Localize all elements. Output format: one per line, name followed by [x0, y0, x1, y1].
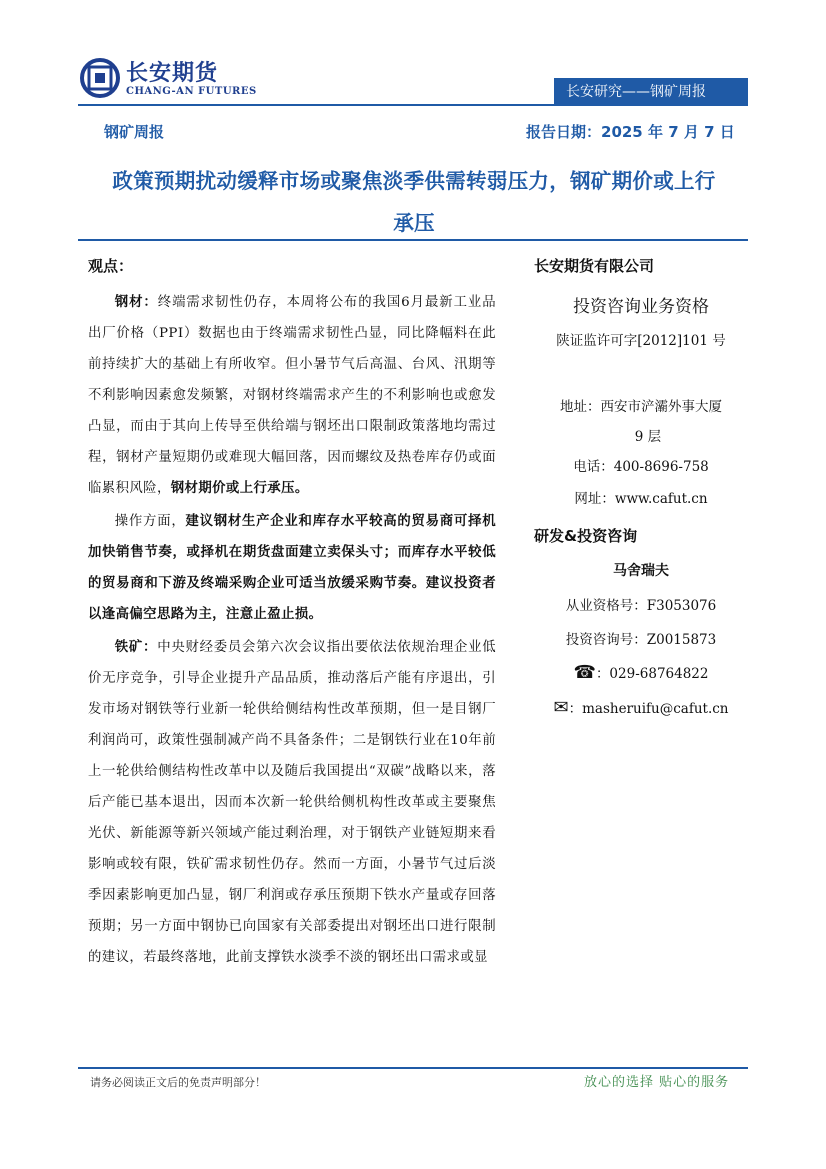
section-heading: 观点： — [88, 257, 134, 275]
phone: 电话：400-8696-758 — [573, 459, 709, 475]
brand-name-en: CHANG-AN FUTURES — [126, 86, 257, 97]
ore-label: 铁矿： — [114, 639, 158, 655]
address-line2: 9 层 — [634, 429, 662, 445]
report-title-line1: 政策预期扰动缓释市场或聚焦淡季供需转弱压力，钢矿期价或上行 — [112, 169, 716, 193]
header-label: 长安研究——钢矿周报 — [566, 84, 706, 100]
operation-prefix: 操作方面， — [114, 514, 186, 529]
steel-label: 钢材： — [114, 294, 158, 310]
ore-text: 中央财经委员会第六次会议指出要依法依规治理企业低价无序竞争，引导企业提升产品品质，推动落后产能有序退出，引发市场对钢铁等行业新一轮供给侧结构性改革预期，但一是目钢厂利润尚可，政策性强制减产尚不具备条件；二是钢铁行业在10年前上一轮供给侧结构性改革中以及随后我国提出“双碳”战略以来，落后产能已基本退出，因而本次新一轮供给侧机构性改革或主要聚焦光伏、新能源等新兴领域产能过剩治理，对于钢铁产业链短期来看影响或较有限，铁矿需求韧性仍存。然而一方面，小暑节气过后淡季因素影响更加凸显，钢厂利润或存承压预期下铁水产量或存回落预期；另一方面中钢协已向国家有关部委提出对钢坯出口进行限制的建议，若最终落地，此前支撑铁水淡季不淡的钢坯出口需求或显 — [88, 640, 496, 965]
address-line1: 地址：西安市浐灞外事大厦 — [560, 399, 722, 415]
section-research: 研发&投资咨询 — [534, 527, 638, 545]
report-title — [80, 160, 748, 244]
main-column — [88, 255, 496, 973]
company-logo-icon — [80, 58, 120, 98]
telephone-row — [534, 662, 748, 683]
telephone-icon: ☎ — [573, 662, 596, 683]
steel-text: 终端需求韧性仍存，本周将公布的我国6月最新工业品出厂价格（PPI）数据也由于终端需求韧性凸显，同比降幅料在此前持续扩大的基础上有所收窄。但小暑节气后高温、台风、汛期等不利影响因素愈发频繁，对钢材终端需求产生的不利影响也或愈发凸显，而由于其向上传导至供给端与钢坯出口限制政策落地均需过程，钢材产量短期仍或难现大幅回落，因而螺纹及热卷库存仍或面临累积风险， — [88, 295, 497, 496]
footer-slogan: 放心的选择 贴心的服务 — [584, 1075, 730, 1090]
footer-divider — [78, 1067, 748, 1069]
side-column — [534, 255, 748, 718]
header-divider — [78, 104, 748, 106]
report-type: 钢矿周报 — [104, 123, 165, 141]
email-row — [534, 697, 748, 718]
report-date: 报告日期：2025 年 7 月 7 日 — [526, 123, 735, 141]
qualification: 投资咨询业务资格 — [573, 297, 709, 317]
license-number: 陕证监许可字[2012]101 号 — [556, 333, 726, 349]
email-icon: ✉ — [553, 697, 569, 718]
report-title-line2: 承压 — [393, 211, 435, 235]
advisory-number: 投资咨询号：Z0015873 — [565, 632, 717, 648]
website: 网址：www.cafut.cn — [574, 491, 708, 507]
steel-conclusion: 钢材期价或上行承压。 — [170, 480, 309, 496]
operation-advice: 建议钢材生产企业和库存水平较高的贸易商可择机加快销售节奏，或择机在期货盘面建立卖保头寸；而库存水平较低的贸易商和下游及终端采购企业可适当放缓采购节奏。建议投资者以逢高偏空思路为主，注意止盈止损。 — [88, 513, 496, 622]
brand-name-cn: 长安期货 — [126, 61, 219, 86]
title-divider — [78, 239, 748, 241]
telephone-number: ：029-68764822 — [595, 666, 709, 682]
analyst-name: 马舍瑞夫 — [613, 563, 669, 579]
footer-disclaimer: 请务必阅读正文后的免责声明部分！ — [90, 1076, 266, 1089]
operation-paragraph — [88, 506, 496, 630]
email-address: ：masheruifu@cafut.cn — [568, 701, 729, 717]
company-name: 长安期货有限公司 — [534, 257, 655, 275]
ore-paragraph — [88, 632, 496, 973]
certificate-number: 从业资格号：F3053076 — [565, 598, 717, 614]
steel-paragraph — [88, 287, 496, 504]
